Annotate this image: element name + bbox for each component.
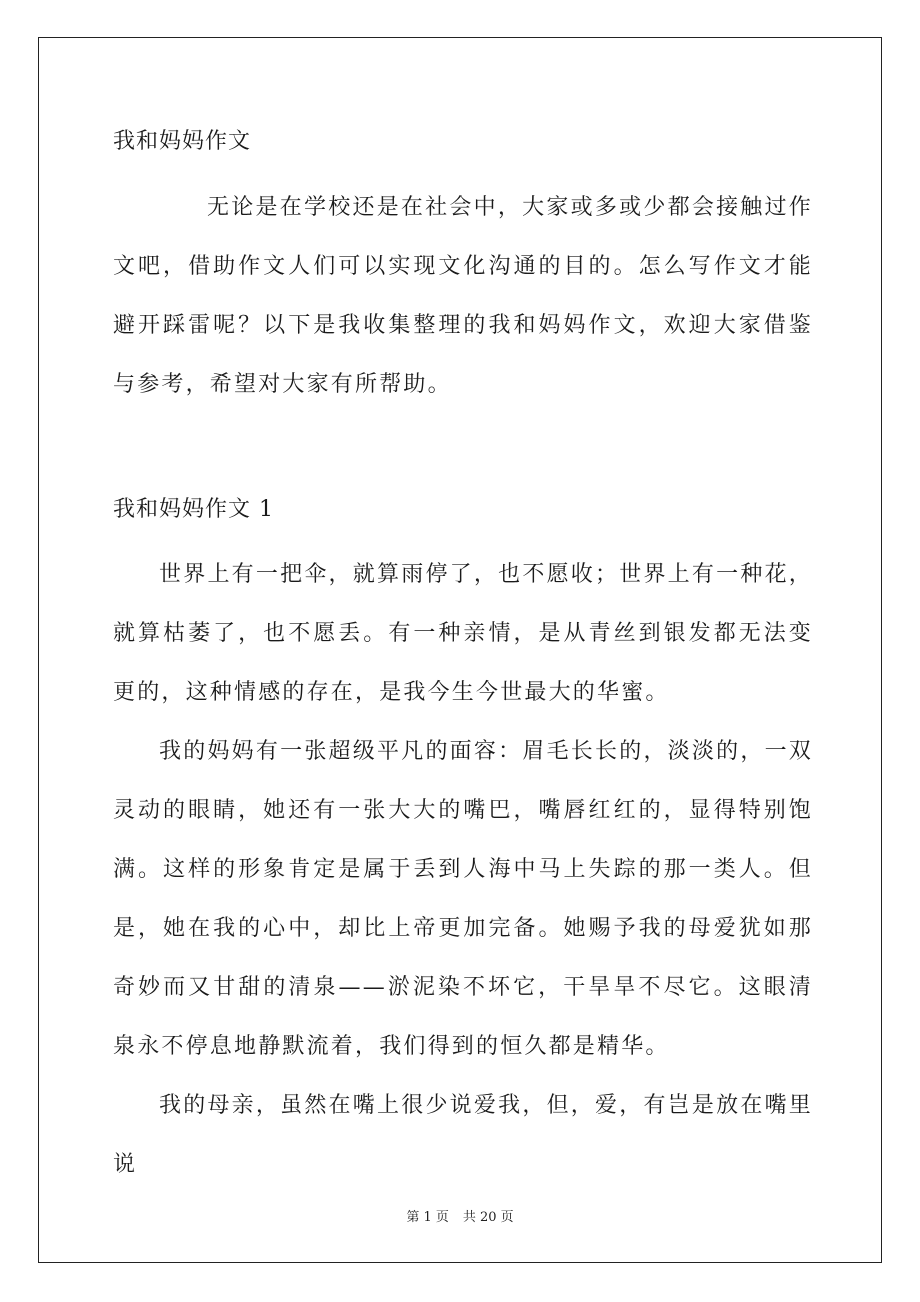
body-paragraph-3: 我的母亲，虽然在嘴上很少说爱我，但，爱，有岂是放在嘴里说 (113, 1093, 813, 1177)
document-title: 我和妈妈作文 (113, 129, 252, 154)
section-heading: 我和妈妈作文 1 (113, 497, 274, 522)
intro-paragraph: 无论是在学校还是在社会中，大家或多或少都会接触过作文吧，借助作文人们可以实现文化沟通的目的。怎么写作文才能避开踩雷呢？以下是我收集整理的我和妈妈作文，欢迎大家借鉴与参考，希望对大家有所帮助。 (113, 195, 813, 397)
page-footer (0, 1206, 920, 1225)
page-total: 共 20 页 (462, 1210, 514, 1225)
page-number: 第 1 页 (406, 1210, 449, 1225)
body-paragraph-2: 我的妈妈有一张超级平凡的面容：眉毛长长的，淡淡的，一双灵动的眼睛，她还有一张大大的嘴巴，嘴唇红红的，显得特别饱满。这样的形象肯定是属于丢到人海中马上失踪的那一类人。但是，她在我的心中，却比上帝更加完备。她赐予我的母爱犹如那奇妙而又甘甜的清泉——淤泥染不坏它，干旱旱不尽它。这眼清泉永不停息地静默流着，我们得到的恒久都是精华。 (113, 739, 813, 1059)
document-body (113, 118, 813, 1194)
body-paragraph-1: 世界上有一把伞，就算雨停了，也不愿收；世界上有一种花，就算枯萎了，也不愿丢。有一种亲情，是从青丝到银发都无法变更的，这种情感的存在，是我今生今世最大的华蜜。 (113, 562, 813, 705)
